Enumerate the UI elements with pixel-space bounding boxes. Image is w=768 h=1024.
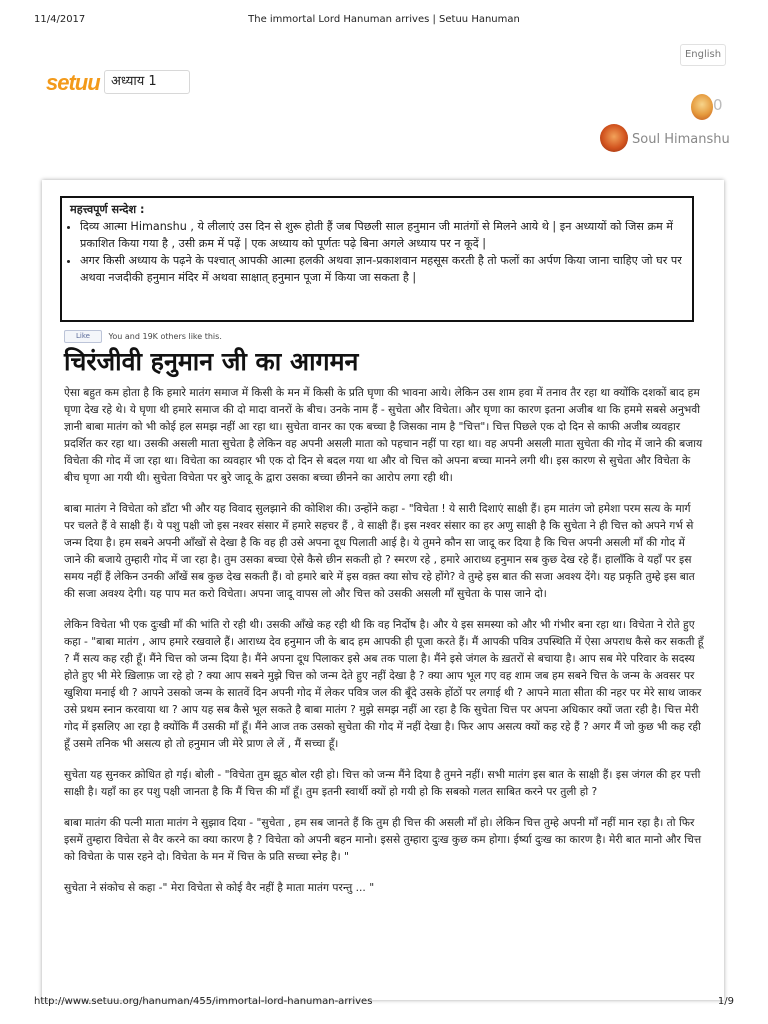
- article-paragraph: सुचेता ने संकोच से कहा -" मेरा विचेता से कोई वैर नहीं है माता मातंग परन्तु ... ": [64, 881, 375, 894]
- article-paragraph: लेकिन विचेता भी एक दुःखी माँ की भांति रो रही थी। उसकी आँखे कह रही थी कि वह निर्दोष है। और ये इस समस्या को और भी गंभीर बना रहा था। विचेता ने रोते हुए कहा - "बाबा मातंग , आप हमारे रखवाले हैं। आराध्य देव हनुमान जी के बाद हम आपकी ही पूजा करते हैं। मैं आपकी पवित्र उपस्थिति में ऐसा अपराध कैसे कर सकती हूँ ? मैं सत्य कह रही हूँ। मैंने चित्त को जन्म दिया है। मैंने अपना दूध पिलाकर इसे अब तक पाला है। मैंने इसे जंगल के ख़तरों से बचाया है। आप सब मेरे परिवार के सदस्य होते हुए भी मेरे ख़िलाफ़ जा रहे हो ? क्या आप सबने मुझे चित्त को जन्म देते हुए नहीं देखा है ? क्या आप भूल गए वह शाम जब हम सबने चित्त के जन्म के अवसर पर खुशिया मनाई थी ? आपने उसको जन्म के सातवें दिन अपनी गोद में लेकर पवित्र जल की बूँदे उसके होंठों पर लगाई थी ? आपने माता सीता की नहर पर मेरे साथ जाकर उसे प्रथम स्नान करवाया था ? आप यह सब कैसे भूल सकते है बाबा मातंग ? मुझे समझ नहीं आ रहा है कि सुचेता चित्त पर अपना अधिकार क्यों जता रही है। चित्त मेरी गोद में इसलिए आ रहा है क्योंकि मैं उसकी माँ हूँ। मैंने आज तक उसको सुचेता की गोद में नहीं देखा है। फिर आप असत्य क्यों कह रहे हैं ? अगर मैं जो कुछ भी कह रही हूँ उसमे तनिक भी असत्य हो तो हनुमान जी मेरे प्राण ले लें , मैं सच्चा हूँ।: [64, 618, 704, 750]
- print-footer: [34, 996, 734, 1010]
- notice-list: [70, 218, 684, 286]
- hanuman-badge-icon: [691, 94, 713, 120]
- article-body: [64, 384, 704, 910]
- user-name: Soul Himanshu: [632, 132, 730, 147]
- content-card: [42, 180, 724, 1000]
- like-count-text: You and 19K others like this.: [108, 332, 222, 341]
- notification-count: 0: [713, 96, 723, 114]
- setuu-logo[interactable]: setuu: [46, 70, 100, 95]
- article-title: चिरंजीवी हनुमान जी का आगमन: [64, 347, 359, 376]
- article-paragraph: सुचेता यह सुनकर क्रोधित हो गई। बोली - "विचेता तुम झूठ बोल रही हो। चित्त को जन्म मैंने दिया है तुमने नहीं। सभी मातंग इस बात के साक्षी हैं। इस जंगल की हर पत्ती साक्षी है। यहाँ का हर पशु पक्षी जानता है कि मैं चित्त की माँ हूँ। तुम इतनी स्वार्थी क्यों हो गयी हो कि सबको गलत साबित करने पर तुली हो ?: [64, 768, 701, 798]
- notification-area[interactable]: [691, 94, 725, 124]
- language-button[interactable]: English: [680, 44, 726, 66]
- article-paragraph: बाबा मातंग ने विचेता को डाँटा भी और यह विवाद सुलझाने की कोशिश की। उन्होंने कहा - "विचेता ! ये सारी दिशाएं साक्षी हैं। हम मातंग जो हमेशा परम सत्य के मार्ग पर चलते हैं वे साक्षी हैं। ये पशु पक्षी जो इस नश्वर संसार में हमारे सहचर हैं , वे साक्षी हैं। इस नश्वर संसार का हर अणु साक्षी है कि सुचेता ने ही चित्त को अपने गर्भ से जन्म दिया है। हम सबने अपनी आँखों से देखा है कि वह ही उसे अपना दूध पिलाती आई है। ये तुमने कौन सा जादू कर दिया है कि चित्त अपनी असली माँ की गोद में जाने की बजाये तुम्हारी गोद में जा रहा है। तुम उसका बच्चा ऐसे कैसे छीन सकती हो ? स्मरण रहे , हमारे आराध्य हनुमान सब कुछ देख रहे हैं। हालाँकि वे यहाँ पर इस समय नहीं हैं लेकिन उनकी आँखें सब कुछ देख सकती हैं। वो हमारे बारे में इस वक़्त क्या सोच रहे होंगे? वे तुम्हे इस बात की सजा अवश्य देंगे। यह प्रकृति तुम्हे इस बात की सजा अवश्य देगी। यह पाप मत करो विचेता। अपना जादू वापस लो और चित्त को उसकी असली माँ सुचेता के पास जाने दो।: [64, 502, 695, 600]
- print-date: 11/4/2017: [34, 14, 86, 25]
- notice-item: • अगर किसी अध्याय के पढ़ने के पश्चात् आपकी आत्मा हलकी अथवा ज्ञान-प्रकाशवान महसूस करती है तो फलों का अर्पण किया जाना चाहिए जो घर पर अथवा नजदीकी हनुमान मंदिर में अथवा साक्षात् हनुमान पूजा में किया जा सकता है |: [80, 252, 684, 286]
- article-paragraph: बाबा मातंग की पत्नी माता मातंग ने सुझाव दिया - "सुचेता , हम सब जानते हैं कि तुम ही चित्त की असली माँ हो। लेकिन चित्त तुम्हे अपनी माँ नहीं मान रहा है। तो फिर इसमें तुम्हारा विचेता से वैर करने का क्या कारण है ? विचेता को अपनी बहन मानो। इससे तुम्हारा दुःख कुछ कम होगा। ईर्ष्या दुःख का कारण है। मेरी बात मानो और चित्त को विचेता के पास रहने दो। विचेता के मन में चित्त के प्रति सच्चा स्नेह है। ": [64, 816, 702, 863]
- facebook-like: [64, 330, 222, 342]
- notice-item: • दिव्य आत्मा Himanshu , ये लीलाएं उस दिन से शुरू होती हैं जब पिछली साल हनुमान जी मातंगों से मिलने आये थे | इन अध्यायों को जिस क्रम में प्रकाशित किया गया है , उसी क्रम में पढ़ें | एक अध्याय को पूर्णतः पढ़े बिना अगले अध्याय पर न कूदें |: [80, 218, 684, 252]
- article-paragraph: ऐसा बहुत कम होता है कि हमारे मातंग समाज में किसी के मन में किसी के प्रति घृणा की भावना आये। लेकिन उस शाम हवा में तनाव तैर रहा था क्योंकि दशकों बाद हम घृणा देख रहे थे। ये घृणा थी हमारे समाज की दो मादा वानरों के बीच। उनके नाम हैं - सुचेता और विचेता। और घृणा का कारण इतना अजीब था कि हममे सबसे अनुभवी ज्ञानी बाबा मातंग को भी कोई हल समझ नहीं आ रहा था। सुचेता वानर का एक बच्चा है जिसका नाम है "चित्त"। चित्त पिछले एक दो दिन से काफी अजीब व्यवहार प्रदर्शित कर रहा था। उसकी असली माता सुचेता है लेकिन वह अपनी असली माता को पहचान नहीं पा रहा था। वह अपनी असली माता सुचेता की गोद में जाने की बजाय विचेता की गोद में जा रहा था। विचेता का व्यवहार भी एक दो दिन से बदल गया था और वो चित्त को अपना बच्चा मानने लगी थी। इस कारण से सुचेता और विचेता के बीच घृणा आ गयी थी। सुचेता विचेता पर बुरे जादू के द्वारा उसका बच्चा छीनने का आरोप लगा रही थी।: [64, 386, 703, 484]
- print-page-title: The immortal Lord Hanuman arrives | Setuu Hanuman: [248, 14, 520, 25]
- print-header: [34, 14, 734, 28]
- avatar: [600, 124, 628, 152]
- important-notice: [60, 196, 694, 322]
- chapter-selector[interactable]: अध्याय 1: [104, 70, 190, 94]
- notice-heading: महत्त्वपूर्ण सन्देश :: [70, 203, 145, 216]
- print-url: http://www.setuu.org/hanuman/455/immortal-lord-hanuman-arrives: [34, 996, 373, 1007]
- print-page-number: 1/9: [717, 996, 734, 1007]
- like-button[interactable]: Like: [64, 330, 102, 343]
